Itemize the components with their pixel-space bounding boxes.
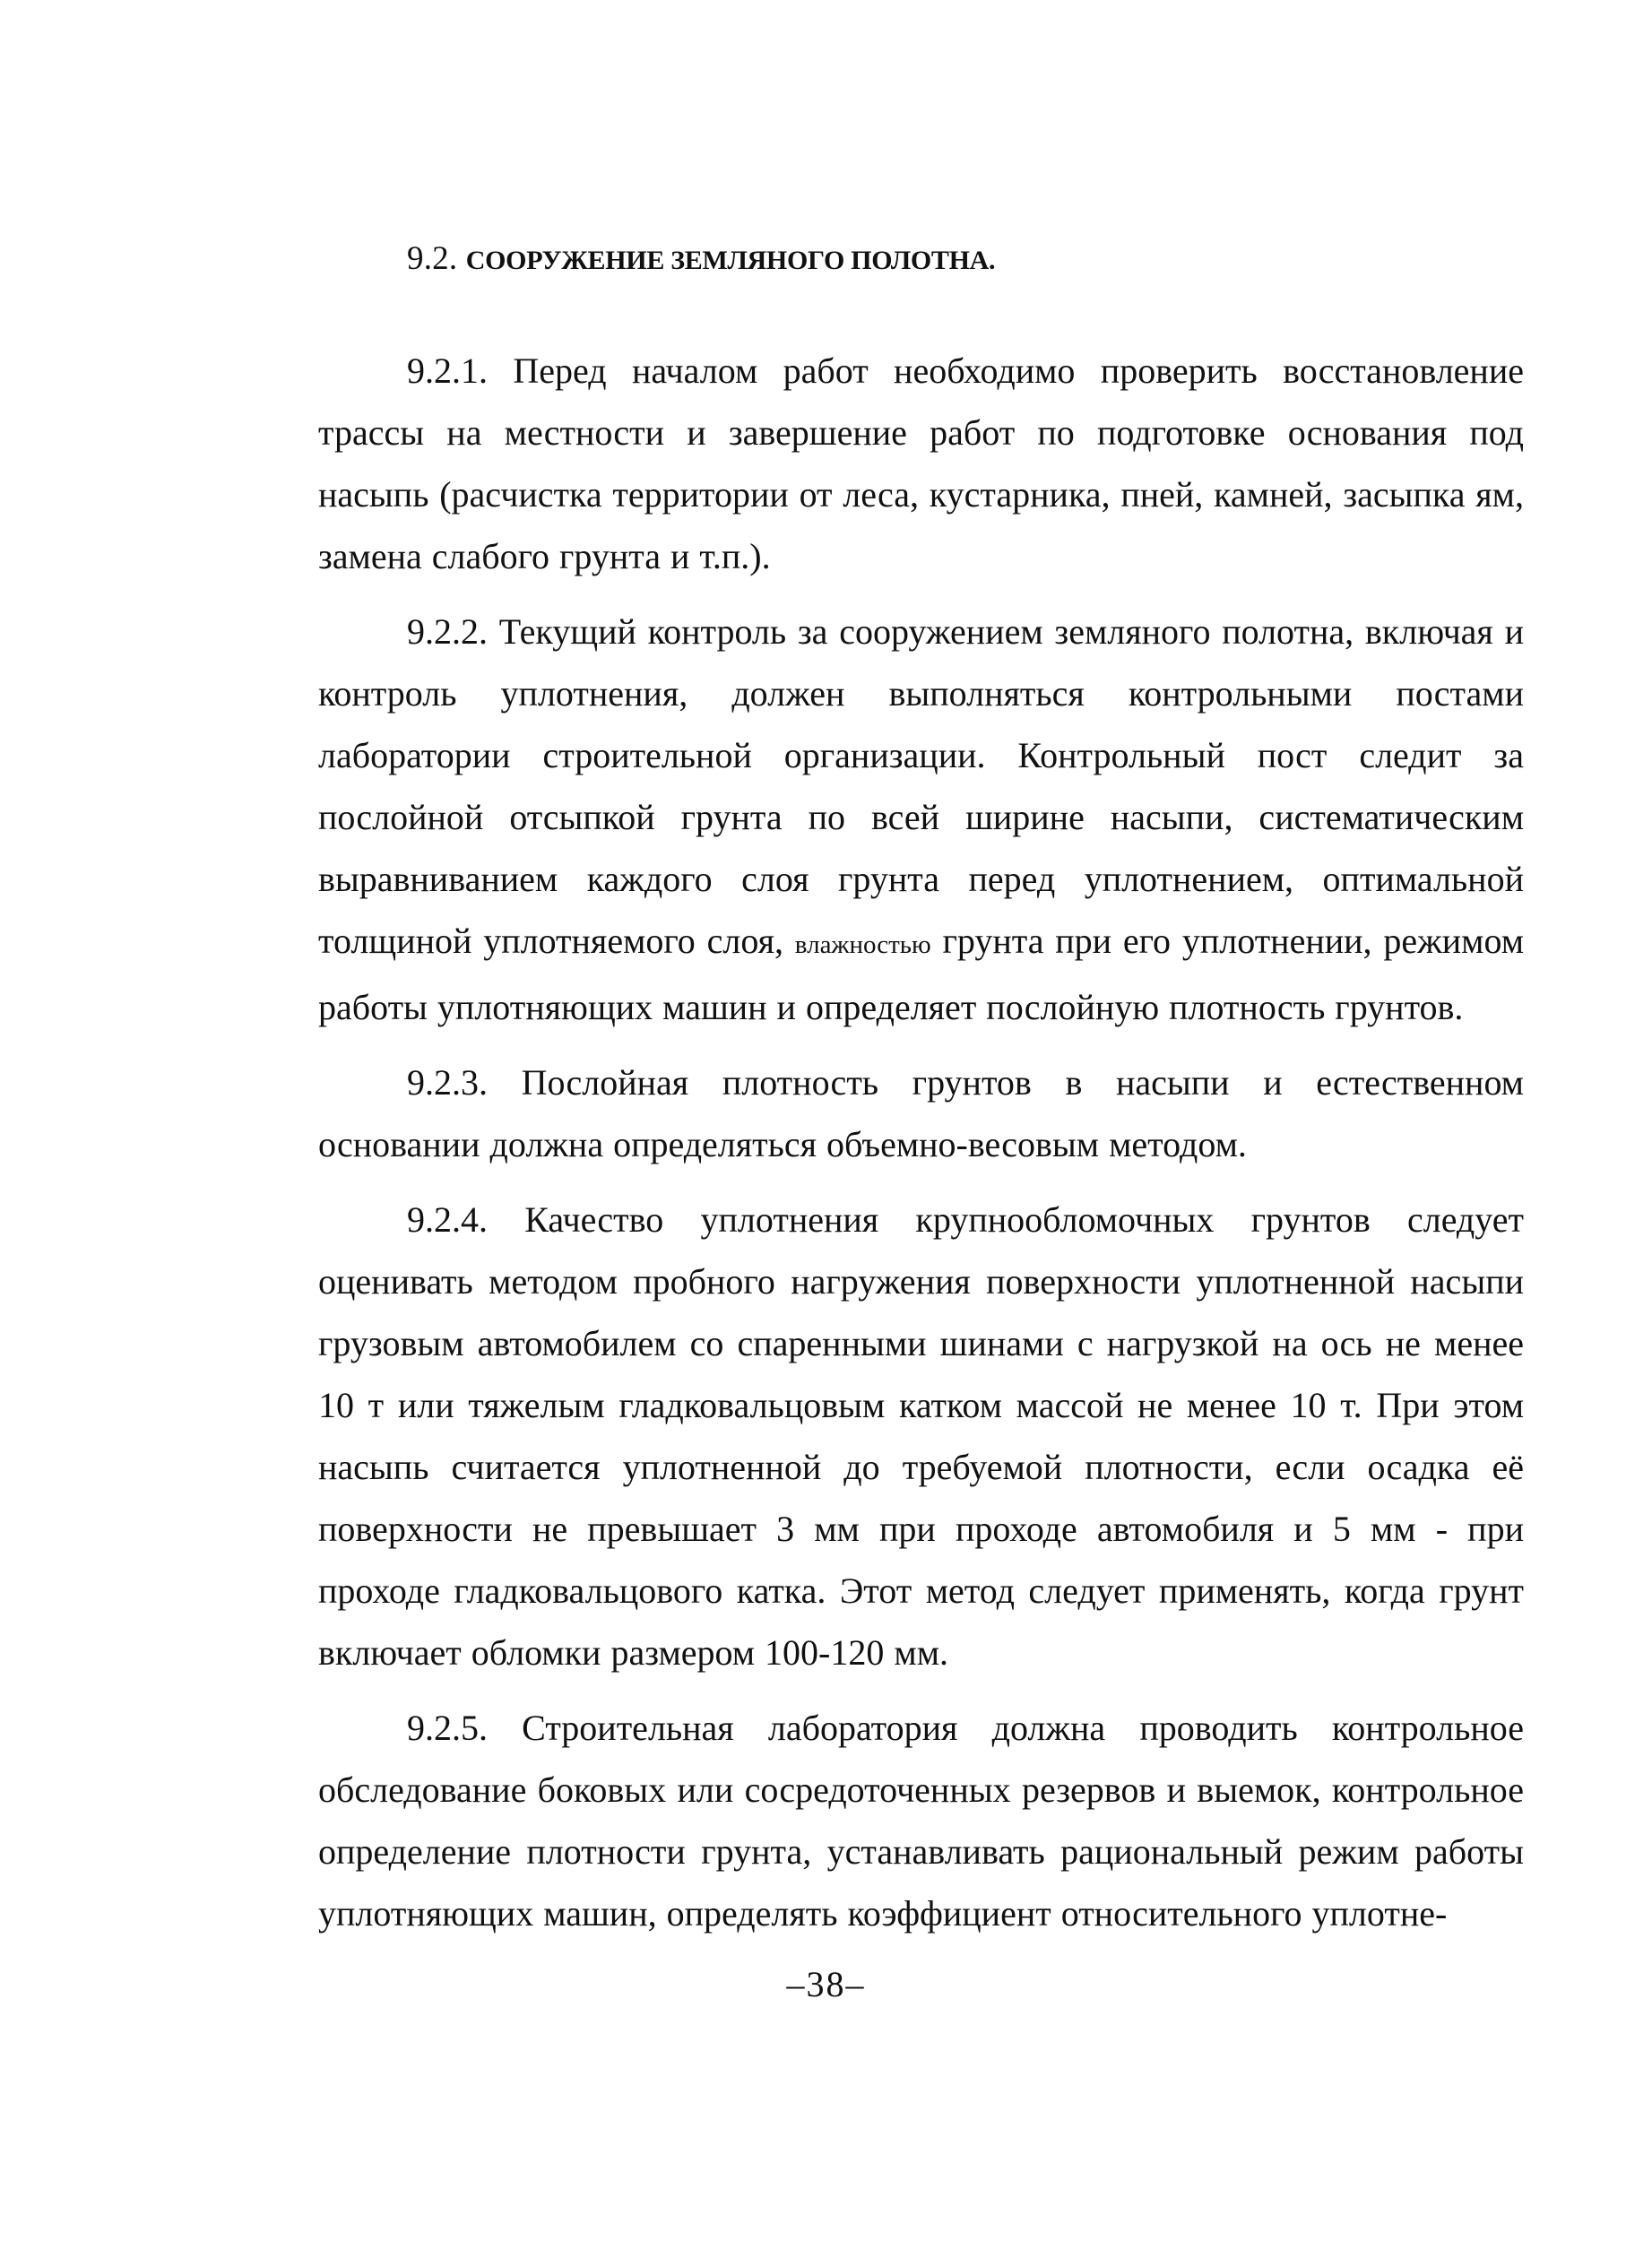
paragraph-9-2-2 — [318, 601, 1524, 1038]
paragraph-9-2-1: 9.2.1. Перед началом работ необходимо проверить восстановление трассы на местности и завершение работ по подготовке основания под насыпь (расчистка территории от леса, кустарника, пней, камней, засыпка ям, замена слабого грунта и т.п.). — [318, 350, 1524, 576]
section-heading — [407, 242, 1524, 275]
paragraph-9-2-2-small-word: влажностью — [794, 930, 931, 959]
paragraph-9-2-3: 9.2.3. Послойная плотность грунтов в насыпи и естественном основании должна определяться объемно-весовым методом. — [318, 1062, 1524, 1164]
paragraph-9-2-4: 9.2.4. Качество уплотнения крупнообломочных грунтов следует оценивать методом пробного нагружения поверхности уплотненной насыпи грузовым автомобилем со спаренными шинами с нагрузкой на ось не менее 10 т или тяжелым гладковальцовым катком массой не менее 10 т. При этом насыпь считается уплотненной до требуемой плотности, если осадка её поверхности не превышает 3 мм при проходе автомобиля и 5 мм - при проходе гладковальцового катка. Этот метод следует применять, когда грунт включает обломки размером 100-120 мм. — [318, 1199, 1524, 1673]
section-title: СООРУЖЕНИЕ ЗЕМЛЯНОГО ПОЛОТНА. — [465, 246, 996, 275]
paragraph-9-2-5: 9.2.5. Строительная лаборатория должна проводить контрольное обследование боковых или сосредоточенных резервов и выемок, контрольное определение плотности грунта, устанавливать рациональный режим работы уплотняющих машин, определять коэффициент относительного уплотне- — [318, 1708, 1524, 1934]
page-number: –38– — [786, 1964, 866, 2004]
paragraph-9-2-2-part-2: грунта при его уплотнении, режимом работы уплотняющих машин и определяет послойную плотность грунтов. — [318, 921, 1525, 1027]
section-number: 9.2. — [407, 240, 458, 277]
page-body — [318, 242, 1524, 1958]
paragraph-9-2-2-part-1: 9.2.2. Текущий контроль за сооружением земляного полотна, включая и контроль уплотнения, должен выполняться контрольными постами лаборатории строительной организации. Контрольный пост следит за послойной отсыпкой грунта по всей ширине насыпи, систематическим выравниванием каждого слоя грунта перед уплотнением, оптимальной толщиной уплотняемого слоя, — [318, 611, 1524, 961]
